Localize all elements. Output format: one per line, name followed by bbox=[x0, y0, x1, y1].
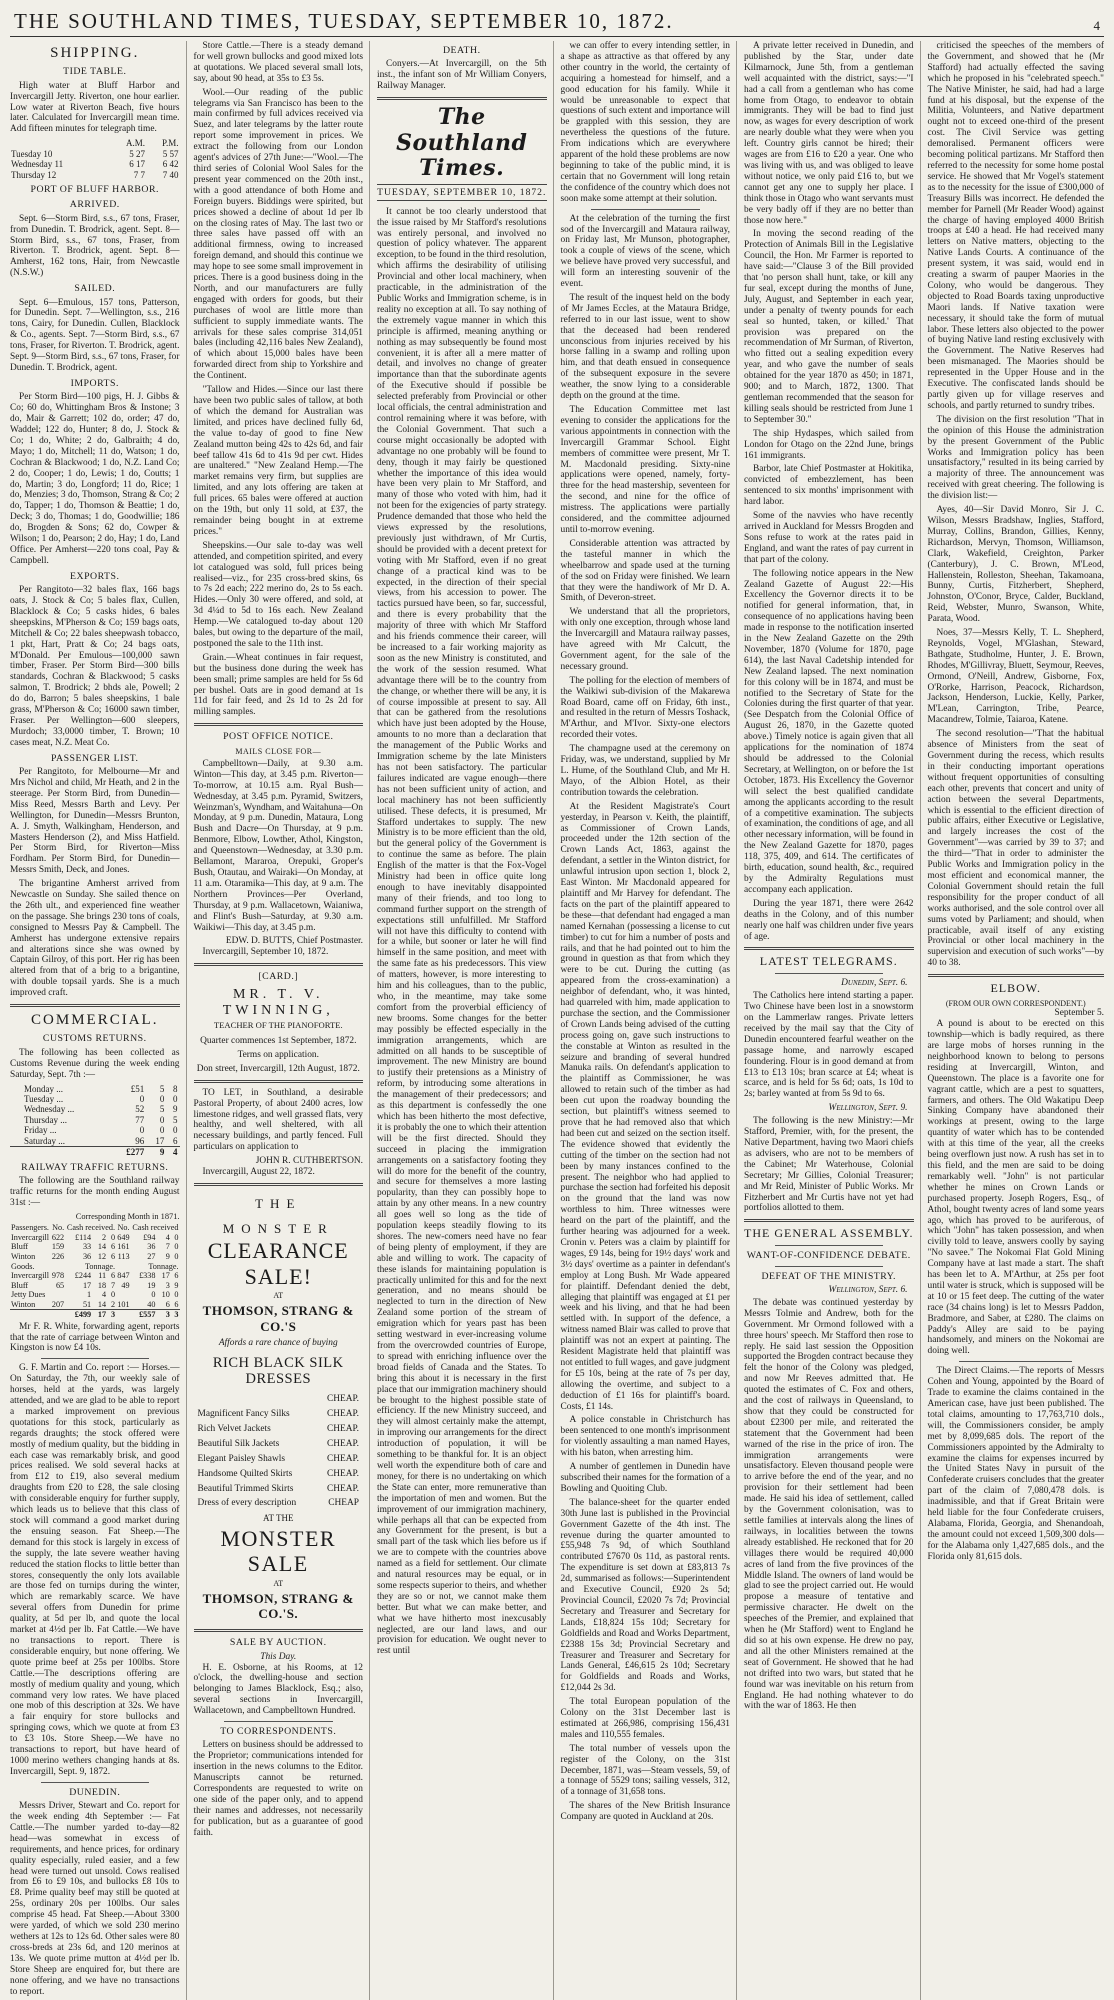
divider bbox=[224, 1721, 333, 1722]
market-text: Store Cattle.—There is a steady demand for well grown bullocks and good mixed lots at quotations. We placed several small lots, say, about 90 head, at 35s to £3 5s. bbox=[193, 41, 363, 84]
auction-text: H. E. Osborne, at his Rooms, at 12 o'clock, the dwelling-house and section belonging to James Blacklock, Esq.; also, several sections in Invercargill, Wallacetown, and Campbelltown Hundred. bbox=[193, 1662, 363, 1717]
sailed-text: Sept. 6—Emulous, 157 tons, Patterson, for Dunedin. Sept. 7—Wellington, s.s., 216 tons, Cairy, for Dunedin. Cullen, Blacklock & Co., agents. Sept. 7—Storm Bird, s.s., 67 tons, Fraser, for Riverton. T. Brodrick, agent. Sept. 9—Storm Bird, s.s., 67 tons, Fraser, for Dunedin. T. Brodrick, agent. bbox=[10, 297, 180, 373]
grain-report: Grain.—Wheat continues in fair request, but the business done during the week has been small; prime samples are held for 5s 6d per bushel. Oats are in good demand at 1s 11d for fair feed, and 2s 1d to 2s 2d for milling samples. bbox=[193, 652, 363, 718]
news-item: A private letter received in Dunedin, and published by the Star, under date Kilmarnock, June 5th, from a gentleman well acquainted with the district, says:—"I had a call from a gentleman who has come home from Otago, to endeavor to obtain immigrants. They will be bad to find just now, as wages for every description of work are nearly double what they were when you left. Country girls cannot be hired; their wages are from £16 to £20 a year. One who was living with us, and was obliged to leave without notice, we only paid £16 to, but we cannot get any one to supply her place. I think those in Otago who want servants must be very badly off if they are no better than those now here." bbox=[744, 41, 914, 226]
news-item: The total number of vessels upon the register of the Colony, on the 31st December, 1871, was—Steam vessels, 59, of a tonnage of 5529 tons; sailing vessels, 312, of a tonnage of 31,658 tons. bbox=[560, 1743, 730, 1798]
list-item: Handsome Quilted Skirts CHEAP. bbox=[197, 1468, 359, 1479]
table-row: Invercargill 622 £114 2 0 649 £94 4 0 bbox=[11, 1232, 179, 1242]
divider bbox=[10, 1004, 180, 1007]
column-3 bbox=[377, 41, 554, 2000]
news-item: At the celebration of the turning the first sod of the Invercargill and Mataura railway, on Friday last, Mr Munson, photographer, took a couple of views of the scene, which we believe have proved very successful, and will form an interesting souvenir of the event. bbox=[560, 213, 730, 290]
customs-table bbox=[10, 1084, 180, 1158]
telegram-dateline: Dunedin, Sept. 6. bbox=[841, 978, 908, 989]
divider bbox=[194, 1080, 364, 1083]
exports-text: Per Rangitoto—32 bales flax, 166 bags oats, J. Stock & Co; 5 bales flax, Cullen, Blacklock & Co; 5 casks hides, 6 bales sheepskins, M'Pherson & Co; 159 bags oats, Mitchell & Co; 22 bales sheepwash tobacco, 1 pkt, Hart, Pratt & Co; 24 bags oats, M'Donald. Per Emulous—100,000 sawn timber, Fraser. Per Storm Bird—300 bills standards, Cochran & Blackwood; 5 casks salmon, T. Brodrick; 2 bhds ale, Powell; 2 do do, Barron; 5 bales sheepskins, 1 bale grass, M'Pherson & Co; 16000 sawn timber, Fraser. Per Wellington—600 sleepers, Murdoch; 33,0000 timber, T. Brown; 10 cases meat, N.Z. Meat Co. bbox=[10, 585, 180, 748]
railway-total-row: £499 17 3 £557 3 3 bbox=[10, 1310, 180, 1320]
assembly-subheading: DEFEAT OF THE MINISTRY. bbox=[761, 1270, 897, 1282]
ad-affords: Affords a rare chance of buying bbox=[218, 1337, 338, 1348]
ad-firm-name-2: THOMSON, STRANG & CO.'S. bbox=[202, 1591, 354, 1622]
dunedin-heading: DUNEDIN. bbox=[69, 1786, 121, 1798]
correspondents-text: Letters on business should be addressed to the Proprietor; communications intended for insertion in the news columns to the Editor. Manuscripts cannot be returned. Correspondents are requested to write on one side of the paper only, and to append their names and addresses, not necessarily for publication, but as a guarantee of good faith. bbox=[193, 1740, 363, 1838]
divider bbox=[194, 1629, 364, 1632]
arrived-text: Sept. 6—Storm Bird, s.s., 67 tons, Fraser, from Dunedin. T. Brodrick, agent. Sept. 8—Storm Bird, s.s., 67 tons, Fraser, from Riverton. T. Brodrick, agent. Sept. 8—Amherst, 162 tons, Hair, from Newcastle (N.S.W.) bbox=[10, 213, 180, 279]
tide-table bbox=[10, 138, 180, 180]
masthead bbox=[10, 8, 1104, 37]
divider bbox=[775, 1245, 884, 1246]
news-item: We understand that all the proprietors, with only one exception, through whose land the Invercargill and Mataura railway passes, have agreed with Mr Calcutt, the Government agent, for the sale of the necessary ground. bbox=[560, 607, 730, 672]
divider bbox=[41, 1358, 150, 1359]
news-item: The Education Committee met last evening to consider the applications for the various appointments in connection with the Invercargill Grammar School. Eight members of committee were present, Mr T. M. Macdonald presiding. Sixty-nine applications were opened, namely, forty-three for the head mastership, seventeen for the second, and nine for the office of mistress. The applications were partially considered, and the committee adjourned until to-morrow evening. bbox=[560, 405, 730, 535]
twinning-terms: Terms on application. bbox=[237, 1049, 319, 1060]
column-6 bbox=[928, 41, 1105, 2000]
post-office-subheading: MAILS CLOSE FOR— bbox=[235, 746, 322, 756]
news-item: The balance-sheet for the quarter ended 30th June last is published in the Provincial Government Gazette of the 4th inst. The revenue during the quarter amounted to £55,948 7s 9d, of which Southland contributed £7670 0s 11d, as pastoral rents. The expenditure is set down at £83,813 7s 2d, summarised as follows:—Superintendent and Executive Council, £920 2s 5d; Provincial Council, £2020 7s 7d; Provincial Secretary and Treasurer and Secretary for Lands, £18,824 15s 10d; Secretary for Goldfields and Road and Works Department, £2388 15s 3d; Provincial Secretary and Treasurer and Treasurer and Secretary for Lands General, £46,615 2s 10d; Secretary for Goldfields and Roads and Works, £12,044 2s 3d. bbox=[560, 1497, 730, 1694]
news-item: A police constable in Christchurch has been sentenced to one month's imprisonment for violently assaulting a man named Hayes, with his baton, when arresting him. bbox=[560, 1415, 730, 1459]
ad-at-the: AT THE bbox=[263, 1513, 294, 1524]
news-item: Considerable attention was attracted by the tasteful manner in which the wheelbarrow and spade used at the turning of the sod on Friday were finished. We learn that they were the handiwork of Mr D. A. Smith, of Deveron-street. bbox=[560, 538, 730, 604]
table-row: Bluff 65 17 18 7 49 19 3 9 bbox=[11, 1280, 179, 1290]
assembly-text: The debate was continued yesterday by Messrs Tolmie and Andrew, both for the Government. Mr Ormond followed with a three hours' speech. Mr Stafford then rose to reply. He said last session the Opposition supported the Brogden contract because they felt the honor of the Colony was pledged, and now Mr Reeves admitted that. He quoted the estimates of C. Fox and others, and the cost of railways in Queensland, to show that they could be constructed for about £2300 per mile, and reiterated the statement that the Government had been warned of the rise in the price of iron. The immigration arrangements were unsatisfactory. Eleven thousand people were to arrive before the end of the year, and no provision for their settlement had been made. He said his idea of settlement, called by the Government colonisation, was to settle families at intervals along the lines of railways, in localities between the towns already established. He reckoned that for 20 villages there would be required 40,000 acres of land from the five provinces of the Middle Island. The owners of land would be glad to see the project carried out. He would propose a measure of tentative and permissive character. He dwelt on the speeches of the Premier, and explained that when he (Mr Stafford) went to England he did so at his own expense. He drew no pay, and all the other Ministers remained at the seat of Government. He showed that he had not drifted into two wars, but stated that he found war was inevitable on his return from England. He had nothing whatever to do with the war of 1863. He then bbox=[744, 1297, 914, 1712]
news-item: During the year 1871, there were 2642 deaths in the Colony, and of this number nearly one half was children under five years of age. bbox=[744, 898, 914, 942]
telegrams-heading: LATEST TELEGRAMS. bbox=[759, 954, 898, 969]
correspondents-heading: TO CORRESPONDENTS. bbox=[220, 1726, 337, 1738]
ad-cheap: CHEAP. bbox=[326, 1394, 359, 1405]
ayes-list: Ayes, 40—Sir David Monro, Sir J. C. Wilson, Messrs Bradshaw, Inglies, Stafford, Murray, Collins, Brandon, Gillies, Kenny, Richardson, Mervyn, Thomson, Williamson, Clark, Wakefield, Creighton, Parker (Canterbury), J. C. Brown, M'Leod, Hallenstein, Rolleston, Sheehan, Takamoana, Bunny, Curtis, Fitzherbert, Shepherd, Johnston, O'Conor, Bryce, Calder, Buckland, Reid, Webster, Munro, Swanson, White, Parata, Wood. bbox=[927, 505, 1104, 625]
ad-monster-sale: MONSTER SALE bbox=[220, 1525, 337, 1577]
divider bbox=[928, 974, 1105, 977]
assembly-heading: THE GENERAL ASSEMBLY. bbox=[744, 1226, 914, 1241]
divider bbox=[194, 723, 364, 726]
railway-table bbox=[10, 1223, 180, 1319]
telegram-dateline: Wellington, Sept. 9. bbox=[828, 1103, 908, 1114]
auction-heading: SALE BY AUCTION. bbox=[229, 1637, 327, 1649]
railway-subhead: Corresponding Month in 1871. bbox=[75, 1211, 180, 1221]
table-row: Monday ... £51 5 8 bbox=[24, 1083, 178, 1094]
passenger-label: PASSENGER LIST. bbox=[50, 752, 139, 764]
ad-at-2: AT bbox=[273, 1578, 284, 1588]
railway-head-row: Passengers. No. Cash received. No. Cash received bbox=[11, 1223, 179, 1233]
twinning-name: MR. T. V. TWINNING, bbox=[222, 986, 334, 1018]
to-let-text: TO LET, in Southland, a desirable Pastoral Property, of about 2400 acres, low limestone ridges, and well grassed flats, very healthy, and well sheltered, with all necessary buildings, and partly fenced. Full particulars on application to bbox=[193, 1087, 363, 1153]
divider bbox=[959, 1361, 1072, 1362]
card-label: [CARD.] bbox=[258, 971, 299, 983]
to-let-place: Invercargill, August 22, 1872. bbox=[202, 1167, 315, 1178]
ad-firm-name: THOMSON, STRANG & CO.'S bbox=[202, 1303, 354, 1334]
editorial-text: It cannot be too clearly understood that the issue raised by Mr Stafford's resolutions was entirely personal, and involved no question of policy whatever. The apparent exception, to be found in the third resolution, which affirms the desirability of utilising Provincial and other local machinery, when practicable, in the administration of the Public Works and Immigration scheme, is in reality no exception at all. To say nothing of the extremely vague manner in which this principle is affirmed, meaning anything or nothing as may subsequently be found most convenient, it is after all a mere matter of detail, and involves no change of greater importance than that the subordinate agents of the Executive should if possible be selected preferably from Provincial or other local officials, the central administration and control remaining where it was before, with the Colonial Government. That such a course might occasionally be adopted with advantage no one probably will be found to deny, though it may fairly be questioned whether the importance of this idea would have been very plain to Mr Stafford, and many of those who voted with him, had it not been for the exigencies of party strategy. Prudence demanded that those who held the views expressed by the resolutions, previously just withdrawn, of Mr Curtis, should be provided with a decent pretext for voting with Mr Stafford, even if no great change of a practical kind was to be expected, in the direction of their special views, from his accession to power. The tactics pursued have been, so far, successful, and there is every probability that the majority of three with which Mr Stafford and his friends commence their career, will be increased to a fair working majority as soon as the new Ministry is constituted, and the work of the session resumed. What advantage there will be to the country from the change, or whether there will be any, it is of course impossible at present to say. All that can be gathered from the resolutions which have just been adopted by the House, amounts to no more than a declaration that the management of the Public Works and Immigration scheme by the late Ministers has not been satisfactory. The particular failures indicated are vague enough—there has not been sufficient unity of action, and local machinery has not been sufficiently utilised. These defects, it is presumed, Mr Stafford undertakes to supply. The new Ministry is to be more efficient than the old, but the general policy of the Government is to continue the same as before. The plain English of the matter is that the Fox-Vogel Ministry had been in office quite long enough to have inevitably disappointed many of their friends, and too long to command further support on the strength of expectations still unfulfilled. Mr Stafford will not have this difficulty to contend with for a while, but sooner or later he will find himself in the same position, and meet with the same fate as his predecessors. This view of matters, however, is more interesting to him and his colleagues, than to the public, who, in the meantime, may take some comfort from the proverbial efficiency of new brooms. Some changes for the better may possibly be effected especially in the immigration arrangements, which are admitted on all hands to be susceptible of improvement. The new Ministry are bound to justify their pretensions as a Ministry of reform, by introducing some alterations in the management of their predecessors; and as this department is confessedly the one which has been hitherto the most defective, it is probably the one to which their attention will be the first directed. Should they succeed in placing the immigration arrangements on a satisfactory footing they will do more for the benefit of the country, and secure for themselves a more lasting popularity, than they can possibly hope to attain by any other means. In a new country all goes well so long as the tide of population keeps steadily flowing to its shores. The new-comers need have no fear of being plenty of employment, if they are able and willing to work. The capacity of these islands for maintaining population is practically unlimited for this and for the next generation, and no means should be neglected to turn in the direction of New Zealand some portion of the stream of emigration which for years past has been setting westward in ever-increasing volume from the overcrowded countries of Europe, to spread with enriching influence over the broad fields of Canada and the States. To bring this about it is necessary in the first place that our immigration machinery should be brought to the highest possible state of efficiency. If the new Ministry succeed, and they will almost certainly make the attempt, in improving our arrangements for the direct introduction of population, it will be something to be thankful for. It is an object well worth the expenditure both of care and money, for there is no undertaking on which the State can enter, more remunerative than the importation of men and women. But the improvement of our immigration machinery, while perhaps all that can be expected from any Government for the present, is but a small part of the task which lies before us if we are to compete with the countries above named as a field for settlement. Our climate and natural resources may be equal, or in some respects superior to theirs, and whether they are so or not, we cannot make them better. But what we can make better, and what we have hitherto most inexcusably neglected, are our land laws, and our provision for education. We ought never to rest until bbox=[377, 206, 547, 1657]
table-row: Goods. Tonnage. Tonnage. bbox=[11, 1261, 179, 1271]
railway-intro: The following are the Southland railway traffic returns for the month ending August 31st :— bbox=[10, 1175, 180, 1208]
table-row: Winton 207 51 14 2 101 40 6 6 bbox=[11, 1299, 179, 1309]
table-row: Winton 226 36 12 6 113 27 9 0 bbox=[11, 1252, 179, 1261]
sheepskins-report: Sheepskins.—Our sale to-day was well attended, and competition spirited, and every lot catalogued was sold, full prices being realised—viz., for 235 cross-bred skins, 6s to 7s 2d each; 222 merino do, 2s to 5s each. Hides.—Only 30 were offered, and sold, at 3d 4¼d to 5d to 16s each. New Zealand Hemp.—We catalogued to-day about 120 bales, but owing to the departure of the mail, postponed the sale to the 11th inst. bbox=[193, 540, 363, 649]
page-number: 4 bbox=[1093, 18, 1100, 33]
news-item: The ship Hydaspes, which sailed from London for Otago on the 22nd June, brings 161 immigrants. bbox=[744, 428, 914, 461]
news-item: The polling for the election of members of the Waikiwi sub-division of the Makarewa Road Board, came off on Friday, 6th inst., and resulted in the return of Messrs Toshack, M'Arthur, and M'Ivor. Sixty-one electors recorded their votes. bbox=[560, 675, 730, 741]
table-row: Wednesday ... 52 5 9 bbox=[24, 1104, 178, 1115]
list-item: Magnificent Fancy Silks CHEAP. bbox=[197, 1409, 359, 1420]
auction-day: This Day. bbox=[260, 1651, 297, 1662]
to-let-signature: JOHN R. CUTHBERTSON. bbox=[255, 1156, 363, 1167]
editorial-dateline: TUESDAY, SEPTEMBER 10, 1872. bbox=[377, 184, 547, 201]
divider bbox=[194, 963, 364, 966]
noes-list: Noes, 37—Messrs Kelly, T. L. Shepherd, Reynolds, Vogel, M'Glashan, Steward, Bathgate, Studholme, Hunter, J. E. Brown, Rhodes, M'Gillivray, Bluett, Seymour, Reeves, Ormond, O'Neill, Andrew, Gisborne, Fox, O'Rorke, Harrison, Peacock, Richardson, Jackson, Henderson, Luckie, Kelly, Parker, M'Lean, Carrington, Tribe, Pearce, Macandrew, Tolmie, Taiaroa, Katene. bbox=[927, 628, 1104, 726]
news-item: The shares of the New British Insurance Company are quoted in Auckland at 20s. bbox=[560, 1801, 730, 1823]
divider bbox=[41, 1782, 150, 1783]
imports-text: Per Storm Bird—100 pigs, H. J. Gibbs & Co; 60 do, Whittingham Bros & Instone; 3 do, Mair & Garrett; 102 do, order; 47 do, Waddel; 122 do, Hunter; 8 do, J. Stock & Co; 1 do, White; 2 do, Galbraith; 4 do, Mayo; 1 do, Mitchell; 11 do, Watson; 1 do, Cochran & Blackwood; 1 do, N.Z. Land Co; 2 do, Cooper; 1 do, Lewis; 1 do, Coutts; 1 do, Martin; 3 do, Longford; 11 do, Rice; 1 do, Menzies; 3 do, Thomson, Strang & Co; 2 do, Tapper; 1 do, Thomson & Beattie; 1 do, Deck; 3 do, Thomas; 1 do, Goodwillie; 186 do, Brogden & Sons; 62 do, Cowper & Wilson; 1 do, Pearson; 2 do, Hay; 1 do, Land Office. Per Amherst—220 tons coal, Pay & Campbell. bbox=[10, 392, 180, 566]
table-row: Bluff 159 33 14 6 161 36 7 0 bbox=[11, 1242, 179, 1252]
brigantine-text: The brigantine Amherst arrived from Newcastle on Sunday. She sailed thence on the 26th ult., and experienced fine weather on the passage. She brings 230 tons of coals, consigned to Messrs Pay & Campbell. The Amherst has undergone extensive repairs and alterations since she was owned by Captain Gilroy, of this port. Her rig has been altered from that of a brig to a brigantine, with double topsail yards. She is a much improved craft. bbox=[10, 879, 180, 999]
twinning-title: TEACHER OF THE PIANOFORTE. bbox=[213, 1020, 343, 1031]
divider bbox=[744, 1219, 914, 1222]
news-item: Barbor, late Chief Postmaster at Hokitika, convicted of embezzlement, has been sentenced to six months' imprisonment with hard labor. bbox=[744, 464, 914, 508]
assembly-dateline: Wellington, Sept. 6. bbox=[828, 1284, 908, 1295]
news-item: The total European population of the Colony on the 31st December last is estimated at 266,986, comprising 156,431 males and 110,555 females. bbox=[560, 1697, 730, 1740]
customs-heading: CUSTOMS RETURNS. bbox=[42, 1033, 147, 1045]
list-item: Beautiful Trimmed Skirts CHEAP. bbox=[197, 1483, 359, 1494]
telegram-text: The following is the new Ministry:—Mr Stafford, Premier, with, for the present, the Native Department, having two Maori chiefs as advisers, who are not to be members of the Cabinet; Mr Waterhouse, Colonial Secretary; Mr Gillies, Colonial Treasurer; and Mr Reid, Minister of Public Works. Mr Fitzherbert and Mr Curtis have not yet had portfolios allotted to them. bbox=[744, 1116, 914, 1214]
forwarding-text: Mr F. R. White, forwarding agent, reports that the rate of carriage between Winton and Kingston is now £4 10s. bbox=[10, 1321, 180, 1354]
news-item: The champagne used at the ceremony on Friday, was, we understand, supplied by Mr L. Hume, of the Southland Club, and Mr H. Mayo, of the Albion Hotel, as their contribution towards the celebration. bbox=[560, 744, 730, 798]
news-item: The following notice appears in the New Zealand Gazette of August 22:—His Excellency the Governor directs it to be notified for general information, that, in consequence of no applications having been made in response to the notification inserted in the New Zealand Gazette on the 29th November, 1870 (Volume for 1870, page 614), the last Naval Cadetship intended for New Zealand lapsed. The next nomination for this colony will be in 1874, and must be notified to the Secretary of State for the Colonies during the first quarter of that year. (See Despatch from the Colonial Office of August 26, 1870, in the Gazette quoted above.) Timely notice is again given that all applications for the nomination of 1874 should be addressed to the Colonial Secretary, at Wellington, on or before the 1st October, 1873. His Excellency the Governor will select the best qualified candidate among the applicants according to the result of a competitive examination. The subjects of examination, the conditions of age, and all other necessary information, will be found in the New Zealand Gazette for 1870, pages 118, 375, 409, and 614. The certificates of birth, education, sound health, &c., required by the Admiralty Regulations must accompany each application. bbox=[744, 568, 914, 895]
table-row: Invercargill 978 £244 11 6 847 £338 17 6 bbox=[11, 1271, 179, 1281]
table-row: Thursday ... 77 0 5 bbox=[24, 1114, 178, 1125]
post-office-heading: POST OFFICE NOTICE. bbox=[223, 731, 334, 743]
column-5 bbox=[744, 41, 921, 2000]
news-item: A number of gentlemen in Dunedin have subscribed their names for the formation of a Bowling and Quoiting Club. bbox=[560, 1462, 730, 1494]
table-row: Thursday 12 7 7 7 40 bbox=[11, 169, 179, 180]
elbow-subheading: (FROM OUR OWN CORRESPONDENT.) bbox=[945, 999, 1086, 1009]
newspaper-title: The Southland Times. bbox=[396, 104, 528, 182]
ad-clearance-sale: CLEARANCE SALE! bbox=[207, 1238, 349, 1289]
divider bbox=[377, 97, 547, 100]
ad-monster: MONSTER bbox=[222, 1221, 334, 1237]
second-resolution: The second resolution—"That the habitual absence of Ministers from the seat of Government during the recess, which results in their conducting important operations without frequent opportunities of consulting each other, prevents that concert and unity of action between the several Departments, which is essential to the efficient direction of public affairs, either Executive or Legislative, and largely increases the cost of the Government"—was carried by 39 to 37; and the third—"That in order to administer the Public Works and Immigration policy in the most efficient and economical manner, the Colonial Government should retain the full responsibility for the proper conduct of all works authorised, and the sole control over all sums voted by Parliament; and should, when practicable, avail itself of any existing Provincial or other local machinery in the supervision and execution of such works"—by 40 to 38. bbox=[927, 729, 1104, 969]
tallow-report: "Tallow and Hides.—Since our last there have been two public sales of tallow, at both of which the demand for Australian was limited, and prices have declined fully 6d, the value to-day of good to fine New Zealand mutton being 42s to 42s 6d, and fair beef tallow 41s 6d to 41s 9d per cwt. Hides are unaltered." "New Zealand Hemp.—The market remains very firm, but supplies are limited, and any lots offering are taken at full prices. 65 bales were offered at auction on the 19th, but only 11 sold, at £37, the remainder being bought in at extreme prices." bbox=[193, 385, 363, 537]
customs-intro: The following has been collected as Customs Revenue during the week ending Saturday, Sept. 7th :— bbox=[10, 1047, 180, 1080]
arrived-label: ARRIVED. bbox=[69, 199, 120, 211]
sailed-label: SAILED. bbox=[74, 283, 116, 295]
customs-total-row: £277 9 4 bbox=[10, 1147, 180, 1158]
table-row: Saturday ... 96 17 6 bbox=[24, 1135, 178, 1146]
table-row: Jetty Dues 1 4 0 0 10 0 bbox=[11, 1290, 179, 1300]
telegram-text: The Catholics here intend starting a paper. Two Chinese have been lost in a snowstorm on the Lammerlaw ranges. Private letters received by the mail say that the City of Dunedin encountered fearful weather on the passage home, and narrowly escaped foundering. Flour is in good demand at from £13 to £13 10s; bran scarce at £4; wheat is scarce, and is held for 5s 6d; oats, 1s 10d to 2s; barley wanted at from 5s 9d to 6s. bbox=[744, 991, 914, 1100]
column-4 bbox=[561, 41, 738, 2000]
tide-head-row: A.M. P.M. bbox=[125, 138, 179, 149]
wool-report: Wool.—Our reading of the public telegrams via San Francisco has been to the main confirmed by full advices received via Suez, and later telegrams by the latter route report some improvement in prices. We extract the following from our London agent's advices of 27th June:—"Wool.—The third series of Colonial Wool Sales for the present year commenced on the 20th inst., with a good attendance of both Home and Foreign buyers. Biddings were spirited, but prices showed a decline of about 1d per lb on the closing rates of May. The last two or three sales have passed off with an additional firmness, owing to increased foreign demand, and should this continue we may hope to see some small improvement in prices. There is a good business doing in the North, and our manufacturers are fully engaged with orders for goods, but their purchases of wool are little more than sufficient to supply immediate wants. The arrivals for these sales comprise 314,051 bales (including 42,116 bales New Zealand), of which about 15,000 bales have been forwarded direct from ship to Yorkshire and the Continent. bbox=[193, 87, 363, 382]
post-office-text: Campbelltown—Daily, at 9.30 a.m. Winton—This day, at 3.45 p.m. Riverton—To-morrow, at 10.15 a.m. Ryal Bush—Wednesday, at 3.45 p.m. Pyramid, Switzers, Weinzman's, Wyndham, and Waitahuna—On Monday, at 9 p.m. Dunedin, Mataura, Long Bush and Dacre—On Thursday, at 9 p.m. Benmore, Elbow, Lowther, Athol, Kingston, and Queenstown—Wednesday, at 3.30 p.m. Bellamont, Mararoa, Orepuki, Groper's Bush, Otautau, and Wairaki—On Monday, at 11 a.m. Otaramika—This day, at 9 a.m. The Northern Provinces—Per Overland, Thursday, at 9 p.m. Wallacetown, Waianiwa, and Flint's Bush—Saturday, at 9.30 a.m. Waikiwi—This day, at 3.45 p.m. bbox=[193, 758, 363, 933]
tide-intro: High water at Bluff Harbor and Invercargill Jetty. Riverton, one hour earlier. Low water at Riverton Beach, five hours later. Calculated for Invercargill mean time. Add fifteen minutes for telegraph time. bbox=[10, 80, 180, 135]
post-office-place: Invercargill, September 10, 1872. bbox=[202, 947, 329, 958]
division-text: The division on the first resolution "That in the opinion of this House the administration by the present Government of the Public Works and Immigration policy has been unsatisfactory," resulted in its being carried by a majority of three. The announcement was received with great cheering. The following is the division list:— bbox=[927, 414, 1104, 502]
news-item: In moving the second reading of the Protection of Animals Bill in the Legislative Council, the Hon. Mr Farmer is reported to have said:—"Clause 3 of the Bill provided that 'no person shall hunt, take, or kill any fur seal, except during the months of June, July, August, and September in each year, under a penalty of twenty pounds for each seal so hunted, taken, or killed.' That provision was prepared on the recommendation of Mr Surman, of Riverton, who fitted out a sealing expedition every year, and who gave the number of seals obtained for the year 1870 as 450; in 1871, 900; and to March, 1872, 1300. That gentleman recommended that the season for killing seals should be restricted from June 1 to September 30." bbox=[744, 229, 914, 425]
divider bbox=[775, 1266, 884, 1267]
divider bbox=[775, 973, 884, 974]
tide-table-heading: TIDE TABLE. bbox=[63, 66, 127, 78]
list-item: Dress of every description CHEAP bbox=[197, 1498, 359, 1509]
dunedin-report: Messrs Driver, Stewart and Co. report for the week ending 4th September :— Fat Cattle.—The number yarded to-day—82 head—was somewhat in excess of requirements, and hence prices, for ordinary quality especially, ruled easier, and a few head were turned out unsold. Cows realised from £6 to £9 10s, and bullocks £8 10s to £8. Prime quality beef may still be quoted at 25s, ordinary 20s per 100lbs. Our sales comprise 45 head. Fat Sheep.—About 3300 were yarded, of which we sold 230 merino wethers at 12s to 12s 6d. Other sales were 80 cross-breds at 23s 6d, and 120 merinos at 13s. We quote prime mutton at 4½d per lb. Store Sheep are enquired for, but there are none offering, and we have no transactions to report. bbox=[10, 1801, 180, 1997]
death-notice: Conyers.—At Invercargill, on the 5th inst., the infant son of Mr William Conyers, Railway Manager. bbox=[377, 59, 547, 92]
railway-heading: RAILWAY TRAFFIC RETURNS. bbox=[21, 1161, 169, 1173]
direct-claims-text: The Direct Claims.—The reports of Messrs Cohen and Young, appointed by the Board of Trade to examine the claims contained in the American case, have just been published. The total claims, amounting to 17,763,710 dols., will, the Commissioners consider, be amply met by 8,099,685 dols. The report of the Commissioners appointed by the Admiralty to examine the claims for expenses incurred by the United States Navy in pursuit of the Confederate cruisers concludes that the greater part of the claim of 7,080,478 dols. is inadmissible, and that if Great Britain were held liable for the four Confederate cruisers, Alabama, Florida, Georgia, and Shenandoah, the amount could not exceed 1,509,300 dols—for the Alabama only 1,427,685 dols., and the Florida only 81,615 dols. bbox=[927, 1366, 1104, 1562]
twinning-quarter: Quarter commences 1st September, 1872. bbox=[200, 1036, 357, 1047]
elbow-text: A pound is about to be erected on this township—which is badly required, as there are large mobs of horses running in the neighborhood known to belong to persons residing at Invercargill, Winton, and Queenstown. The place is a favorite one for vagrant cattle, which are a pest to squatters, farmers, and others. The Old Wakatipu Deep Sinking Company have abandoned their workings at present, owing to the large quantity of water which has to be contended with at this time of the year, all the creeks being overflown just now. A rush has set in to this field, and the men are said to be doing remarkably well. "John" is not particular whether he mines on Crown Lands or purchased property. Joseph Rogers, Esq., of Athol, bought twenty acres of land some years ago, which has proved to be auriferous, of which "John" has taken possession, and when civilly told to leave, answers coolly by saying "No savee." The Nokomai Flat Gold Mining Company have at last made a start. The shaft has been let to A. M'Arthur, at 25s per foot until water is struck, which is supposed will be at 10 or 15 feet deep. The cutting of the water race (34 chains long) is let to Messrs Paddon, Bradmore, and Saber, at £280. The claims on Paddy's Alley are said to be paying handsomely, and miners on the Nokomai are doing well. bbox=[927, 1019, 1104, 1357]
assembly-continued: criticised the speeches of the members of the Government, and showed that he (Mr Stafford) had actually effected the saving which he proposed in his "celebrated speech." The Native Minister, he said, had had a large fund at his disposal, but the expense of the Militia, Volunteers, and Native department ought not to exceed one-third of the present cost. The Civil Service was getting demoralised. Permanent officers were becoming political partizans. Mr Stafford then referred to the necessity for some home postal service. He showed that Mr Vogel's statement as to the necessity for the issue of £300,000 of Treasury Bills was incorrect. He defended the member for Parnell (Mr Reader Wood) against the charge of having employed 4000 British troops at £40 a head. He had received many letters on Native matters, objecting to the Native Lands Courts. A continuance of the present system, it was said, would end in creating a swarm of pauper Maories in the Colony, who would be dangerous. They objected to Road Boards taxing unproductive Maori lands. If Native taxation were necessary, it should take the form of mutual labor. These letters also objected to the power of buying Native land resting exclusively with the Government. The Native Reserves had been mismanaged. The Maories should be represented in the Upper House and in the Executive. The confiscated lands should be partly given up for village reserves and schools, and partly returned to sundry tribes. bbox=[927, 41, 1104, 411]
commercial-heading: COMMERCIAL. bbox=[31, 1012, 159, 1029]
elbow-date: September 5. bbox=[1054, 1008, 1104, 1019]
masthead-title: THE SOUTHLAND TIMES, TUESDAY, SEPTEMBER 10, 1872. bbox=[14, 9, 674, 33]
table-row: Friday ... 0 0 0 bbox=[24, 1125, 178, 1136]
shipping-heading: SHIPPING. bbox=[50, 45, 140, 61]
assembly-subheading: WANT-OF-CONFIDENCE DEBATE. bbox=[746, 1250, 911, 1262]
news-item: At the Resident Magistrate's Court yesterday, in Pearson v. Keith, the plaintiff, as Commissioner of Crown Lands, proceeded under the 12th section of the Crown Lands Act, 1863, against the defendant, a settler in the Winton district, for unlawful intrusion upon section 1, block 2, East Winton. Mr Macdonald appeared for plaintiff and Mr Harvey for defendant. The facts on the part of the plaintiff appeared to be these—that defendant had engaged a man named Kernahan (possessing a license to cut timber) to cut for him a number of posts and rails, and that he had pointed out to him the ground in question as that from which they were to be cut. During the cutting (as appeared from the cross-examination) a neighbor of defendant, who, it was hinted, had quarreled with him, made application to purchase the section, and the Commissioner of Crown Lands being advised of the cutting process going on, gave such instructions to the constable at Winton as resulted in the seizure and branding of several hundred Manuka rails. On defendant's application to the plaintiff as Commissioner, he was allowed to retain such of the timber as had been cut upon the roadway bounding the section, but plaintiff's witness seemed to prove that he had removed also that which had been cut and seized on the section itself. The evidence showed that evidently the cutting of the timber on the section had not been by many instances confined to the present. The neighbor who had applied to purchase the section had forfeited his deposit on the ground that the land was now worthless to him. Three witnesses were heard on the part of the plaintiff, and the further hearing was adjourned for a week. Cronin v. Peters was a claim by plaintiff for wages, £9 14s, being for 19½ days' work and 3½ days' overtime as a painter in defendant's employ at Long Bush. Mr Wade appeared for plaintiff. Defendant denied the debt, alleging that plaintiff was engaged at £1 per week and his living, and that he had been settled with. In support of the defence, a witness named Blair was called to prove that plaintiff was not an expert at painting. The Resident Magistrate held that plaintiff was not entitled to full wages, and gave judgment for £5 10s, being at the rate of 7s per day, allowing the overtime, and subject to a deduction of £1 16s for plaintiff's board. Costs, £1 14s. bbox=[560, 801, 730, 1412]
twinning-address: Don street, Invercargill, 12th August, 1872. bbox=[196, 1063, 360, 1074]
imports-label: IMPORTS. bbox=[70, 377, 119, 389]
ad-the: THE bbox=[255, 1195, 302, 1211]
table-row: Tuesday ... 0 0 0 bbox=[24, 1094, 178, 1104]
port-heading: PORT OF BLUFF HARBOR. bbox=[30, 184, 159, 196]
post-office-signature: EDW. D. BUTTS, Chief Postmaster. bbox=[225, 936, 363, 947]
martin-report: G. F. Martin and Co. report :— Horses.—On Saturday, the 7th, our weekly sale of horses, held at the yards, was largely attended, and we are glad to be able to report a marked improvement on previous quotations for this stock, particularly as regards draughts; the stock offered were mostly of medium quality, but the bidding in each case was remarkably brisk, and good prices realised. We sold several hacks at from £12 to £19, also several medium draughts from £20 to £28, the sale closing with considerable enquiry for further supply, which leads us to believe that this class of stock will command a good market during the ensuing season. Fat Sheep.—The demand for this stock is largely in excess of the supply, the late severe weather having reduced the station flocks to little better than stores, consequently the only lots available are those fed on turnips during the winter, which are remarkably scarce. We have several offers from Dunedin for prime quality, at 5d per lb, and quote the local market at 4½d per lb. Fat Cattle.—We have no transactions to report. There is considerable enquiry, but none offering. We quote prime beef at 25s per 100lbs. Store Cattle.—The descriptions offering are mostly of medium quality and young, which command very low rates. We have placed one mob of this description at 32s. We have a fair enquiry for store bullocks and springing cows, which we quote at from £3 to £3 10s. Store Sheep.—We have no transactions to report, but have heard of 1000 merino wethers changing hands at 8s. Invercargill, Sept. 9, 1872. bbox=[10, 1363, 180, 1777]
divider bbox=[591, 209, 700, 210]
column-2 bbox=[194, 41, 371, 2000]
exports-label: EXPORTS. bbox=[70, 570, 120, 582]
columns bbox=[10, 41, 1104, 1997]
column-1 bbox=[10, 41, 187, 2000]
list-item: Rich Velvet Jackets CHEAP. bbox=[197, 1423, 359, 1434]
table-row: Tuesday 10 5 27 5 57 bbox=[11, 148, 179, 159]
elbow-heading: ELBOW. bbox=[990, 981, 1042, 996]
passenger-text: Per Rangitoto, for Melbourne—Mr and Mrs Nichol and child, Mr Heath, and 2 in the steerage. Per Storm Bird, from Dunedin—Miss Reed, Messrs Barth and Levy. Per Wellington, for Dunedin—Messrs Brunton, A. J. Smyth, Walkingham, Henderson, and Masters Henderson (2), and Miss Hatfield. Per Storm Bird, for Riverton—Miss Fordham. Per Storm Bird, for Dunedin—Messrs Smith, Deck, and Jones. bbox=[10, 767, 180, 876]
divider bbox=[744, 947, 914, 950]
death-heading: DEATH. bbox=[442, 45, 481, 56]
editorial-continued: we can offer to every intending settler, in a shape as attractive as that offered by any other country in the world, the certainty of acquiring a homestead for himself, and a good education for his family. While it would be unreasonable to expect that questions of such extent and importance will be grappled with this session, they are nevertheless the questions of the future. From indications which are everywhere apparent of the hold these problems are now beginning to take of the public mind, it is certain that no Government will long retain the confidence of the country which does not soon make some attempt at their solution. bbox=[560, 41, 730, 204]
ad-at: AT bbox=[273, 1291, 284, 1301]
table-row: Wednesday 11 6 17 6 42 bbox=[11, 159, 179, 170]
news-item: Some of the navvies who have recently arrived in Auckland for Messrs Brogden and Sons refuse to work at the rates paid in England, and want the rates of pay current in that part of the colony. bbox=[744, 511, 914, 565]
ad-silk-dresses: RICH BLACK SILK DRESSES bbox=[212, 1354, 344, 1388]
list-item: Elegant Paisley Shawls CHEAP. bbox=[197, 1453, 359, 1464]
divider bbox=[194, 1183, 364, 1186]
list-item: Beautiful Silk Jackets CHEAP. bbox=[197, 1438, 359, 1449]
news-item: The result of the inquest held on the body of Mr James Eccles, at the Mataura Bridge, referred to in our last issue, went to show that the deceased had been rendered unconscious from injuries received by his horse falling in a swamp and rolling upon him, and that death ensued in consequence of the subsequent exposure in the severe weather, the snow lying to a considerable depth on the ground at the time. bbox=[560, 292, 730, 402]
